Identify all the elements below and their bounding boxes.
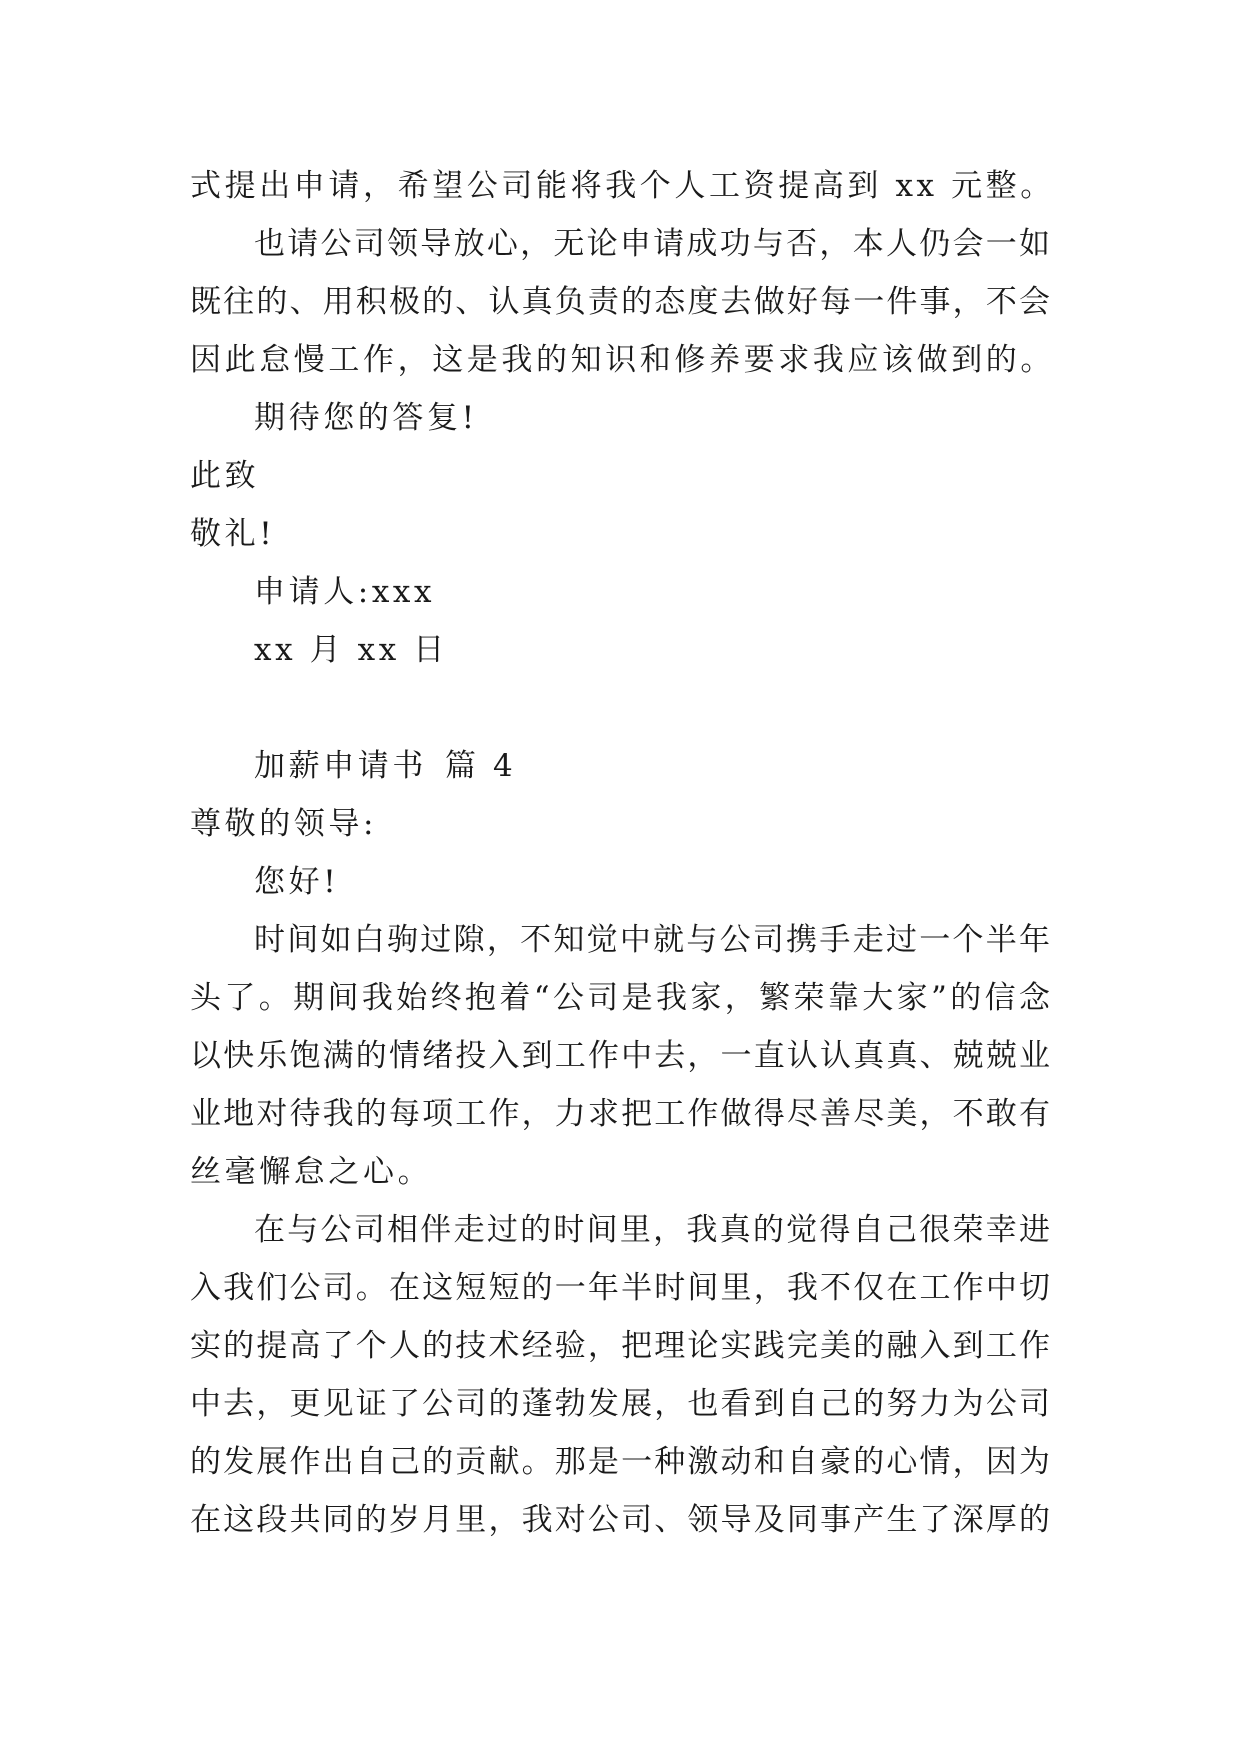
- text-line: 在这段共同的岁月里，我对公司、领导及同事产生了深厚的: [190, 1502, 1050, 1538]
- section-number: 篇 4: [445, 748, 517, 784]
- text-line: 既往的、用积极的、认真负责的态度去做好每一件事，不会: [190, 284, 1050, 320]
- text-line: 期待您的答复!: [254, 400, 478, 436]
- letter-greeting: 尊敬的领导:: [190, 806, 378, 842]
- text-line: 因此怠慢工作，这是我的知识和修养要求我应该做到的。: [190, 342, 1055, 378]
- letter-date: xx 月 xx 日: [254, 632, 448, 668]
- text-line: 业地对待我的每项工作，力求把工作做得尽善尽美，不敢有: [190, 1096, 1050, 1132]
- text-line: 的发展作出自己的贡献。那是一种激动和自豪的心情，因为: [190, 1444, 1050, 1480]
- text-line: 入我们公司。在这短短的一年半时间里，我不仅在工作中切: [190, 1270, 1050, 1306]
- letter-hello: 您好!: [254, 864, 340, 900]
- text-line: 以快乐饱满的情绪投入到工作中去，一直认认真真、兢兢业: [190, 1038, 1050, 1074]
- section-heading: [254, 746, 1050, 786]
- applicant-signature: 申请人:xxx: [254, 574, 436, 610]
- text-line: 实的提高了个人的技术经验，把理论实践完美的融入到工作: [190, 1328, 1050, 1364]
- closing-salutation: 此致: [190, 458, 260, 494]
- text-line: 在与公司相伴走过的时间里，我真的觉得自己很荣幸进: [254, 1212, 1050, 1248]
- closing-salutation: 敬礼!: [190, 516, 276, 552]
- text-line: 也请公司领导放心，无论申请成功与否，本人仍会一如: [254, 226, 1050, 262]
- text-line: 头了。期间我始终抱着“公司是我家，繁荣靠大家”的信念: [190, 980, 1050, 1016]
- text-line: 丝毫懈怠之心。: [190, 1154, 433, 1190]
- section-title: 加薪申请书: [254, 748, 427, 784]
- text-line: 式提出申请，希望公司能将我个人工资提高到 xx 元整。: [190, 168, 1055, 204]
- text-line: 时间如白驹过隙，不知觉中就与公司携手走过一个半年: [254, 922, 1050, 958]
- text-line: 中去，更见证了公司的蓬勃发展，也看到自己的努力为公司: [190, 1386, 1050, 1422]
